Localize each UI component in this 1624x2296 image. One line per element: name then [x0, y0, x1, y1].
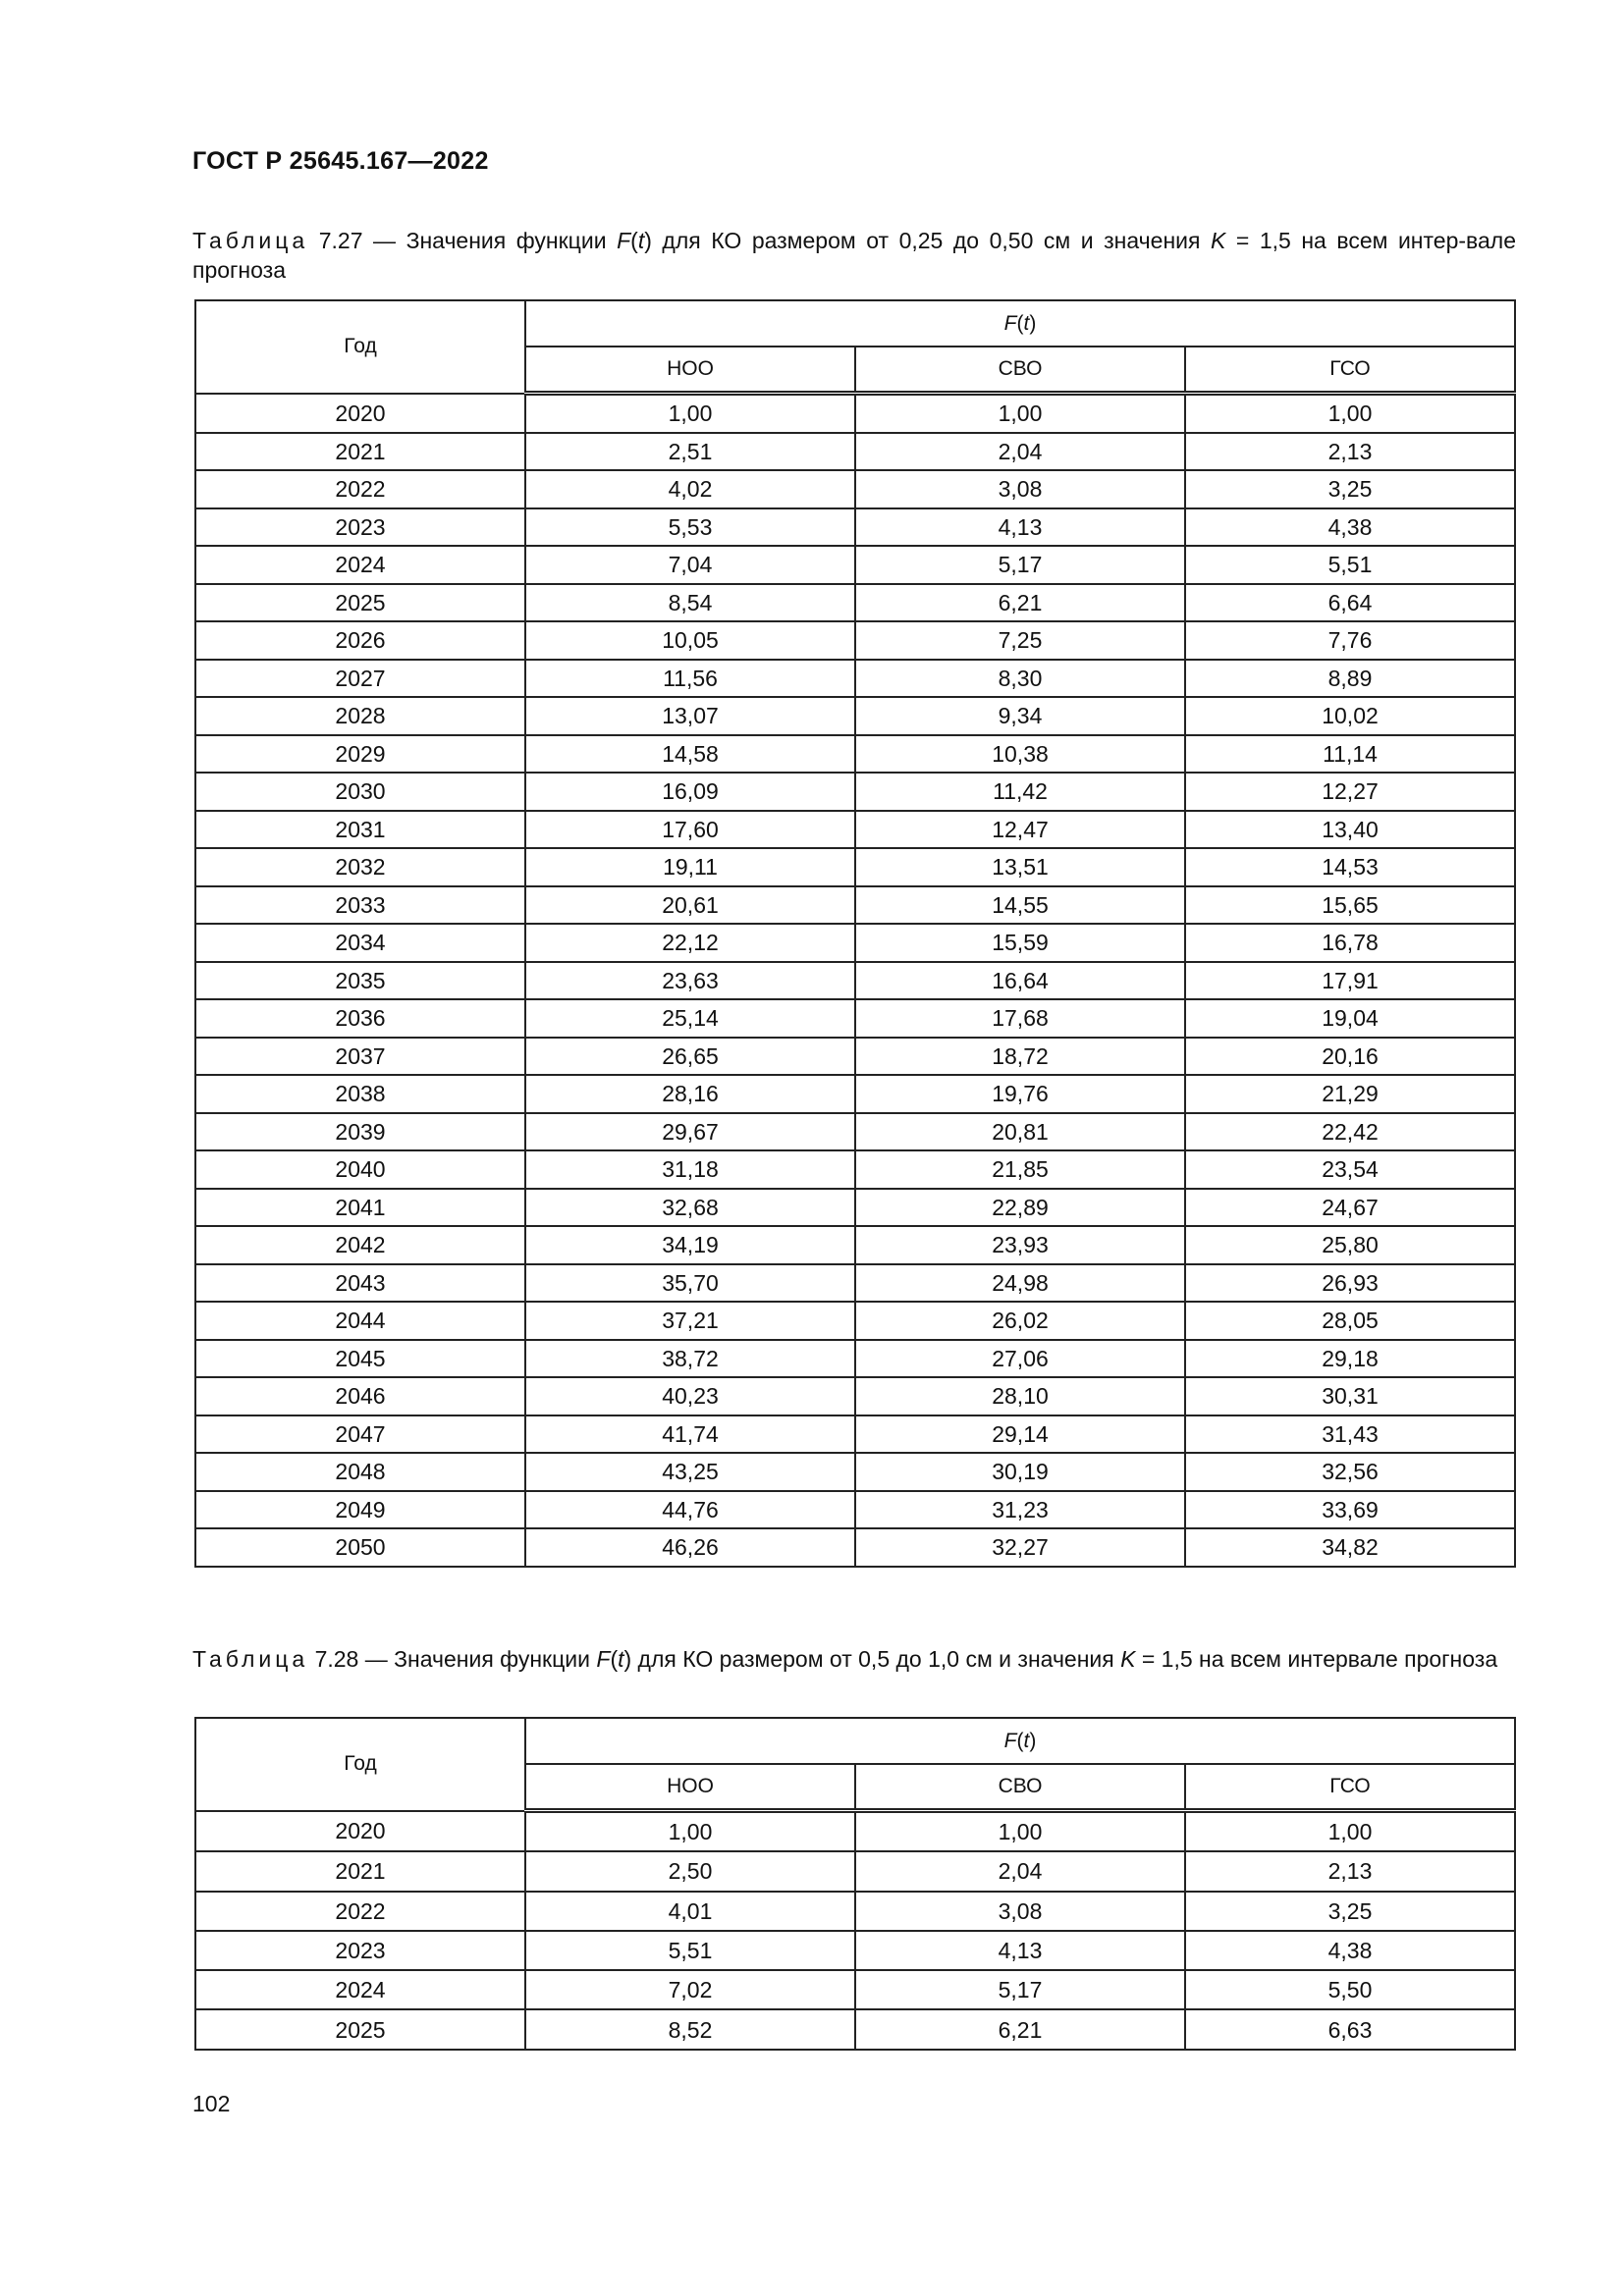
cell-value: 14,58 — [525, 735, 855, 774]
cell-value: 46,26 — [525, 1528, 855, 1567]
cell-value: 4,01 — [525, 1892, 855, 1931]
cell-value: 4,38 — [1185, 508, 1515, 547]
table-row — [195, 1226, 1515, 1264]
cell-value: 34,82 — [1185, 1528, 1515, 1567]
cell-value: 5,53 — [525, 508, 855, 547]
cell-value: 4,13 — [855, 508, 1185, 547]
data-table — [194, 1717, 1516, 2051]
cell-value: 32,27 — [855, 1528, 1185, 1567]
cell-value: 13,40 — [1185, 811, 1515, 849]
cell-year: 2026 — [195, 621, 525, 660]
cell-year: 2032 — [195, 848, 525, 886]
cell-year: 2048 — [195, 1453, 525, 1491]
cell-value: 1,00 — [1185, 1811, 1515, 1852]
cell-value: 19,11 — [525, 848, 855, 886]
cell-value: 19,76 — [855, 1075, 1185, 1113]
caption-text-middle: для КО размером от 0,25 до 0,50 см и значения — [651, 228, 1211, 253]
table-row — [195, 660, 1515, 698]
cell-value: 4,02 — [525, 470, 855, 508]
caption-text-end: = 1,5 на всем интервале прогноза — [1135, 1646, 1498, 1672]
cell-value: 9,34 — [855, 697, 1185, 735]
cell-year: 2021 — [195, 1851, 525, 1891]
table-caption: Таблица 7.27 — Значения функции F(t) для КО размером от 0,25 до 0,50 см и значения K = 1,5 на всем интер-вале прогноза — [192, 228, 1516, 283]
cell-value: 27,06 — [855, 1340, 1185, 1378]
cell-value: 32,68 — [525, 1189, 855, 1227]
table-row — [195, 1931, 1515, 1970]
table-row — [195, 2009, 1515, 2049]
cell-value: 31,23 — [855, 1491, 1185, 1529]
cell-year: 2023 — [195, 1931, 525, 1970]
cell-value: 1,00 — [855, 1811, 1185, 1852]
cell-value: 16,78 — [1185, 924, 1515, 962]
cell-value: 18,72 — [855, 1038, 1185, 1076]
column-header-year: Год — [195, 300, 525, 394]
cell-value: 10,38 — [855, 735, 1185, 774]
cell-year: 2020 — [195, 1811, 525, 1852]
cell-value: 13,07 — [525, 697, 855, 735]
cell-value: 8,89 — [1185, 660, 1515, 698]
cell-year: 2030 — [195, 773, 525, 811]
cell-value: 17,60 — [525, 811, 855, 849]
cell-value: 19,04 — [1185, 999, 1515, 1038]
column-header-svo: СВО — [855, 1764, 1185, 1811]
table-row — [195, 1264, 1515, 1303]
table-row — [195, 1340, 1515, 1378]
cell-value: 26,02 — [855, 1302, 1185, 1340]
cell-value: 22,42 — [1185, 1113, 1515, 1151]
caption-text-start: — Значения функции — [362, 228, 618, 253]
table-row — [195, 1302, 1515, 1340]
cell-value: 43,25 — [525, 1453, 855, 1491]
cell-value: 4,13 — [855, 1931, 1185, 1970]
cell-year: 2040 — [195, 1150, 525, 1189]
cell-value: 14,55 — [855, 886, 1185, 925]
cell-value: 23,54 — [1185, 1150, 1515, 1189]
cell-value: 10,05 — [525, 621, 855, 660]
cell-value: 24,98 — [855, 1264, 1185, 1303]
table-row — [195, 1377, 1515, 1415]
table-row — [195, 1038, 1515, 1076]
table-row — [195, 1150, 1515, 1189]
caption-function-symbol: F — [596, 1646, 611, 1672]
caption-number: 7.28 — [314, 1646, 359, 1672]
cell-value: 5,51 — [525, 1931, 855, 1970]
table-row — [195, 394, 1515, 433]
page-number: 102 — [192, 2091, 231, 2116]
caption-text-middle: для КО размером от 0,5 до 1,0 см и значения — [631, 1646, 1121, 1672]
cell-value: 29,67 — [525, 1113, 855, 1151]
cell-value: 13,51 — [855, 848, 1185, 886]
cell-value: 23,63 — [525, 962, 855, 1000]
table-row — [195, 811, 1515, 849]
cell-value: 28,05 — [1185, 1302, 1515, 1340]
cell-year: 2049 — [195, 1491, 525, 1529]
cell-value: 22,89 — [855, 1189, 1185, 1227]
cell-year: 2035 — [195, 962, 525, 1000]
cell-year: 2042 — [195, 1226, 525, 1264]
cell-value: 21,29 — [1185, 1075, 1515, 1113]
column-group-header-ft: F(t) — [525, 300, 1515, 347]
table-row — [195, 1189, 1515, 1227]
column-header-year: Год — [195, 1718, 525, 1811]
cell-value: 34,19 — [525, 1226, 855, 1264]
cell-value: 7,76 — [1185, 621, 1515, 660]
cell-value: 23,93 — [855, 1226, 1185, 1264]
cell-value: 30,31 — [1185, 1377, 1515, 1415]
cell-value: 8,54 — [525, 584, 855, 622]
cell-year: 2036 — [195, 999, 525, 1038]
cell-value: 1,00 — [525, 1811, 855, 1852]
table-row — [195, 1075, 1515, 1113]
cell-value: 25,14 — [525, 999, 855, 1038]
caption-label: Таблица — [192, 1646, 309, 1672]
caption-text-end: = 1,5 на всем интер-вале прогноза — [192, 228, 1516, 283]
table-row — [195, 697, 1515, 735]
cell-value: 28,10 — [855, 1377, 1185, 1415]
cell-value: 5,17 — [855, 546, 1185, 584]
cell-value: 33,69 — [1185, 1491, 1515, 1529]
cell-value: 5,17 — [855, 1970, 1185, 2009]
cell-value: 15,65 — [1185, 886, 1515, 925]
cell-year: 2024 — [195, 546, 525, 584]
cell-value: 38,72 — [525, 1340, 855, 1378]
cell-value: 12,47 — [855, 811, 1185, 849]
cell-value: 3,08 — [855, 470, 1185, 508]
cell-value: 2,13 — [1185, 1851, 1515, 1891]
cell-year: 2021 — [195, 433, 525, 471]
table-row — [195, 1892, 1515, 1931]
caption-number: 7.27 — [318, 228, 363, 253]
cell-value: 2,13 — [1185, 433, 1515, 471]
cell-value: 15,59 — [855, 924, 1185, 962]
cell-value: 29,14 — [855, 1415, 1185, 1454]
caption-label: Таблица — [192, 228, 309, 253]
cell-value: 7,02 — [525, 1970, 855, 2009]
cell-value: 26,65 — [525, 1038, 855, 1076]
cell-year: 2025 — [195, 2009, 525, 2049]
table-row — [195, 924, 1515, 962]
column-header-noo: НОО — [525, 347, 855, 394]
table-row — [195, 470, 1515, 508]
table-row — [195, 1811, 1515, 1852]
table-row — [195, 999, 1515, 1038]
cell-year: 2041 — [195, 1189, 525, 1227]
cell-value: 35,70 — [525, 1264, 855, 1303]
cell-value: 30,19 — [855, 1453, 1185, 1491]
cell-year: 2020 — [195, 394, 525, 433]
table-row — [195, 1453, 1515, 1491]
table-row — [195, 735, 1515, 774]
column-header-gso: ГСО — [1185, 1764, 1515, 1811]
table-row — [195, 1113, 1515, 1151]
cell-value: 1,00 — [525, 394, 855, 433]
cell-year: 2045 — [195, 1340, 525, 1378]
table-row — [195, 584, 1515, 622]
cell-value: 5,51 — [1185, 546, 1515, 584]
cell-value: 7,25 — [855, 621, 1185, 660]
cell-value: 2,51 — [525, 433, 855, 471]
table-row — [195, 1970, 1515, 2009]
cell-value: 16,09 — [525, 773, 855, 811]
document-standard-title: ГОСТ Р 25645.167—2022 — [192, 147, 489, 175]
cell-value: 11,42 — [855, 773, 1185, 811]
cell-value: 11,14 — [1185, 735, 1515, 774]
cell-value: 2,50 — [525, 1851, 855, 1891]
cell-value: 21,85 — [855, 1150, 1185, 1189]
cell-value: 6,64 — [1185, 584, 1515, 622]
cell-value: 25,80 — [1185, 1226, 1515, 1264]
cell-year: 2022 — [195, 1892, 525, 1931]
cell-value: 3,25 — [1185, 1892, 1515, 1931]
cell-year: 2044 — [195, 1302, 525, 1340]
cell-value: 2,04 — [855, 433, 1185, 471]
data-table — [194, 299, 1516, 1568]
cell-value: 12,27 — [1185, 773, 1515, 811]
table-row — [195, 1528, 1515, 1567]
cell-value: 26,93 — [1185, 1264, 1515, 1303]
table-row — [195, 1851, 1515, 1891]
table-row — [195, 1415, 1515, 1454]
cell-year: 2023 — [195, 508, 525, 547]
cell-value: 5,50 — [1185, 1970, 1515, 2009]
cell-year: 2022 — [195, 470, 525, 508]
caption-variable-symbol: t — [637, 228, 645, 253]
table-row — [195, 1491, 1515, 1529]
cell-value: 1,00 — [855, 394, 1185, 433]
cell-year: 2047 — [195, 1415, 525, 1454]
caption-k-symbol: K — [1210, 228, 1226, 253]
cell-year: 2029 — [195, 735, 525, 774]
cell-value: 44,76 — [525, 1491, 855, 1529]
cell-value: 37,21 — [525, 1302, 855, 1340]
cell-value: 22,12 — [525, 924, 855, 962]
cell-value: 4,38 — [1185, 1931, 1515, 1970]
cell-value: 11,56 — [525, 660, 855, 698]
table-row — [195, 508, 1515, 547]
table-row — [195, 886, 1515, 925]
cell-value: 28,16 — [525, 1075, 855, 1113]
cell-year: 2033 — [195, 886, 525, 925]
cell-year: 2037 — [195, 1038, 525, 1076]
cell-value: 14,53 — [1185, 848, 1515, 886]
table-row — [195, 773, 1515, 811]
cell-value: 17,68 — [855, 999, 1185, 1038]
cell-year: 2050 — [195, 1528, 525, 1567]
cell-value: 3,08 — [855, 1892, 1185, 1931]
table-row — [195, 621, 1515, 660]
cell-value: 29,18 — [1185, 1340, 1515, 1378]
cell-value: 6,21 — [855, 2009, 1185, 2049]
caption-k-symbol: K — [1120, 1646, 1136, 1672]
table-row — [195, 433, 1515, 471]
cell-value: 40,23 — [525, 1377, 855, 1415]
cell-year: 2028 — [195, 697, 525, 735]
table-caption: Таблица 7.28 — Значения функции F(t) для КО размером от 0,5 до 1,0 см и значения K = 1,5 на всем интервале прогноза — [192, 1646, 1498, 1672]
cell-year: 2031 — [195, 811, 525, 849]
table-row — [195, 848, 1515, 886]
table-row — [195, 962, 1515, 1000]
column-group-header-ft: F(t) — [525, 1718, 1515, 1764]
cell-year: 2027 — [195, 660, 525, 698]
column-header-gso: ГСО — [1185, 347, 1515, 394]
caption-text-start: — Значения функции — [358, 1646, 597, 1672]
cell-year: 2046 — [195, 1377, 525, 1415]
cell-value: 20,61 — [525, 886, 855, 925]
cell-value: 32,56 — [1185, 1453, 1515, 1491]
cell-value: 20,16 — [1185, 1038, 1515, 1076]
cell-year: 2039 — [195, 1113, 525, 1151]
cell-value: 24,67 — [1185, 1189, 1515, 1227]
table-row — [195, 546, 1515, 584]
caption-function-symbol: F — [617, 228, 631, 253]
cell-value: 2,04 — [855, 1851, 1185, 1891]
cell-value: 3,25 — [1185, 470, 1515, 508]
cell-value: 6,63 — [1185, 2009, 1515, 2049]
cell-value: 31,18 — [525, 1150, 855, 1189]
cell-year: 2025 — [195, 584, 525, 622]
column-header-svo: СВО — [855, 347, 1185, 394]
cell-value: 8,30 — [855, 660, 1185, 698]
cell-year: 2043 — [195, 1264, 525, 1303]
cell-value: 41,74 — [525, 1415, 855, 1454]
cell-value: 16,64 — [855, 962, 1185, 1000]
cell-value: 10,02 — [1185, 697, 1515, 735]
cell-value: 8,52 — [525, 2009, 855, 2049]
column-header-noo: НОО — [525, 1764, 855, 1811]
cell-year: 2024 — [195, 1970, 525, 2009]
cell-value: 31,43 — [1185, 1415, 1515, 1454]
cell-value: 6,21 — [855, 584, 1185, 622]
cell-value: 20,81 — [855, 1113, 1185, 1151]
cell-value: 1,00 — [1185, 394, 1515, 433]
cell-value: 17,91 — [1185, 962, 1515, 1000]
cell-value: 7,04 — [525, 546, 855, 584]
caption-variable-symbol: t — [618, 1646, 624, 1672]
cell-year: 2034 — [195, 924, 525, 962]
cell-year: 2038 — [195, 1075, 525, 1113]
